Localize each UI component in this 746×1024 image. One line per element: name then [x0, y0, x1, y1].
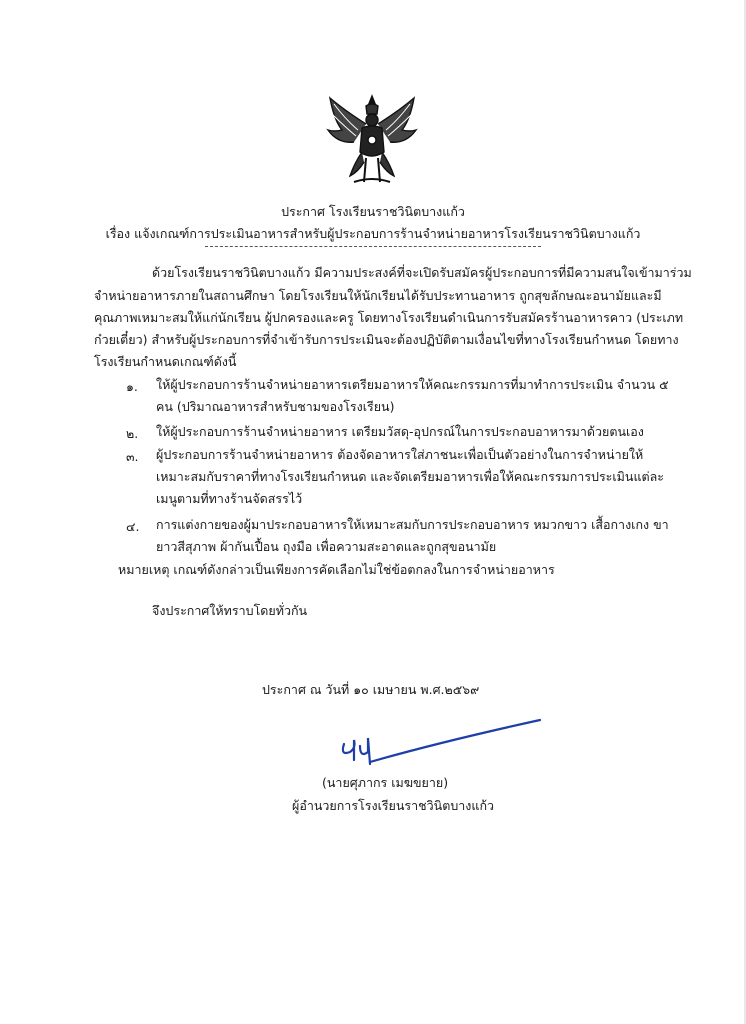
intro-line: โรงเรียนกำหนดเกณฑ์ดังนี้ — [94, 354, 237, 369]
criterion-number: ๒. — [126, 426, 139, 441]
criterion-text: ยาวสีสุภาพ ผ้ากันเปื้อน ถุงมือ เพื่อความสะอาดและถูกสุขอนามัย — [156, 539, 497, 554]
intro-line: ด้วยโรงเรียนราชวินิตบางแก้ว มีความประสงค์ที่จะเปิดรับสมัครผู้ประกอบการที่มีความสนใจเข้ามาร่วม — [152, 265, 692, 280]
signatory-name: (นายศุภากร เมฆขยาย) — [322, 775, 449, 790]
criterion-text: เมนูตามที่ทางร้านจัดสรรไว้ — [156, 491, 303, 506]
date-line: ประกาศ ณ วันที่ ๑๐ เมษายน พ.ศ.๒๕๖๙ — [262, 682, 480, 697]
criterion-text: คน (ปริมาณอาหารสำหรับชามของโรงเรียน) — [156, 399, 395, 414]
criterion-text: ให้ผู้ประกอบการร้านจำหน่ายอาหาร เตรียมวัสดุ-อุปกรณ์ในการประกอบอาหารมาด้วยตนเอง — [156, 424, 644, 439]
garuda-emblem-icon — [324, 90, 420, 190]
criterion-number: ๑. — [126, 379, 138, 394]
closing-text: จึงประกาศให้ทราบโดยทั่วกัน — [152, 603, 308, 618]
signatory-position: ผู้อำนวยการโรงเรียนราชวินิตบางแก้ว — [292, 798, 495, 813]
note-text: หมายเหตุ เกณฑ์ดังกล่าวเป็นเพียงการคัดเลือกไม่ใช่ข้อตกลงในการจำหน่ายอาหาร — [118, 562, 555, 577]
intro-line: คุณภาพเหมาะสมให้แก่นักเรียน ผู้ปกครองและครู โดยทางโรงเรียนดำเนินการรับสมัครร้านอาหารคาว (ประเภท — [94, 310, 684, 325]
intro-line: ก๋วยเตี๋ยว) สำหรับผู้ประกอบการที่จำเข้ารับการประเมินจะต้องปฏิบัติตามเงื่อนไขที่ทางโรงเรียนกำหนด โดยทาง — [94, 332, 679, 347]
criterion-number: ๔. — [126, 519, 140, 534]
announcement-subject: เรื่อง แจ้งเกณฑ์การประเมินอาหารสำหรับผู้ประกอบการร้านจำหน่ายอาหารโรงเรียนราชวินิตบางแก้ว — [105, 226, 641, 241]
intro-line: จำหน่ายอาหารภายในสถานศึกษา โดยโรงเรียนให้นักเรียนได้รับประทานอาหาร ถูกสุขลักษณะอนามัยและมี — [94, 288, 662, 303]
criterion-text: ให้ผู้ประกอบการร้านจำหน่ายอาหารเตรียมอาหารให้คณะกรรมการที่มาทำการประเมิน จำนวน ๕ — [156, 377, 669, 392]
divider — [205, 246, 541, 247]
criterion-text: เหมาะสมกับราคาที่ทางโรงเรียนกำหนด และจัดเตรียมอาหารเพื่อให้คณะกรรมการประเมินแต่ละ — [156, 469, 665, 484]
criterion-text: ผู้ประกอบการร้านจำหน่ายอาหาร ต้องจัดอาหารใส่ภาชนะเพื่อเป็นตัวอย่างในการจำหน่ายให้ — [156, 447, 644, 462]
announcement-title: ประกาศ โรงเรียนราชวินิตบางแก้ว — [281, 204, 465, 219]
criterion-text: การแต่งกายของผู้มาประกอบอาหารให้เหมาะสมกับการประกอบอาหาร หมวกขาว เสื้อกางเกง ขา — [156, 517, 669, 532]
criterion-number: ๓. — [126, 449, 139, 464]
signature-icon — [330, 712, 550, 772]
